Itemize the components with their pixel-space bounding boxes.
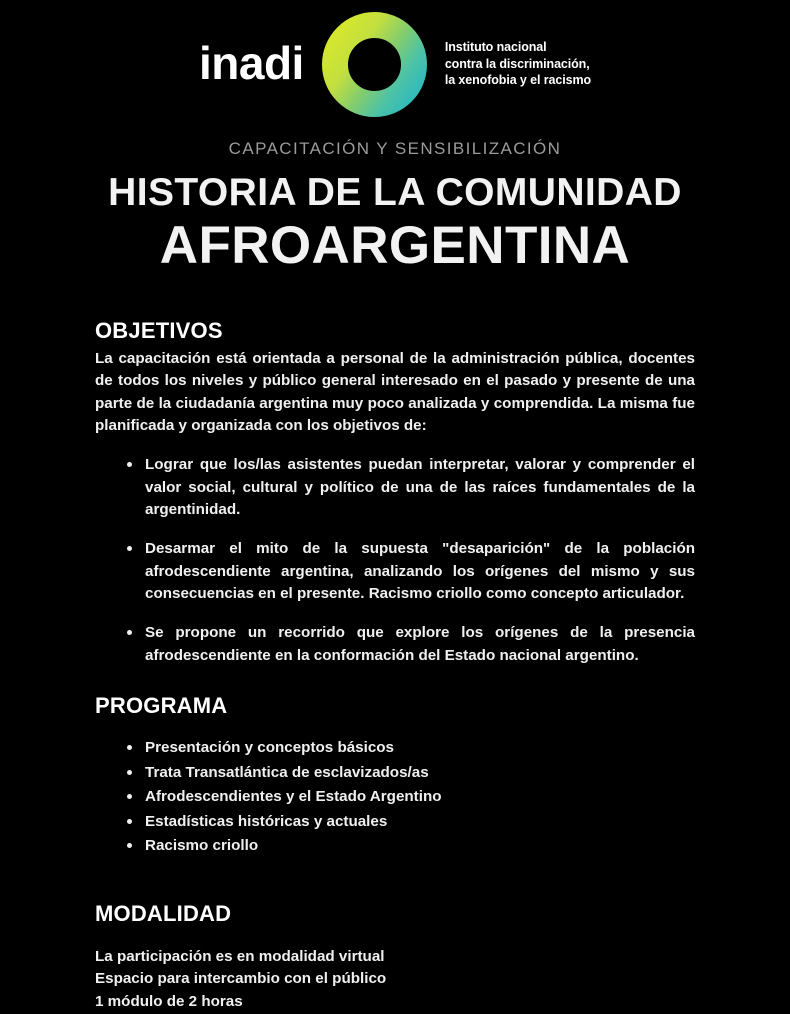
page-title-line-1: HISTORIA DE LA COMUNIDAD [108, 171, 682, 214]
logo-band [0, 0, 790, 112]
title-block [0, 140, 790, 274]
modalidad-line-1: La participación es en modalidad virtual [95, 947, 385, 965]
list-item: Afrodescendientes y el Estado Argentino [95, 786, 695, 808]
modalidad-text-block [95, 946, 695, 1014]
list-item: Desarmar el mito de la supuesta "desaparición" de la población afrodescendiente argentina, analizando los orígenes del mismo y sus consecuencias en el presente. Racismo criollo como concepto articulador. [95, 538, 695, 605]
page-title-line-2: AFROARGENTINA [159, 215, 631, 275]
inadi-ring-logo-icon [322, 12, 427, 117]
inadi-tagline [445, 39, 591, 90]
list-item: Estadísticas históricas y actuales [95, 811, 695, 833]
objetivos-list [95, 454, 695, 667]
tagline-line-2: contra la discriminación, [444, 56, 590, 71]
section-heading-programa: PROGRAMA [95, 693, 228, 719]
list-item: Trata Transatlántica de esclavizados/as [95, 762, 695, 784]
modalidad-line-3: 1 módulo de 2 horas [95, 993, 243, 1011]
section-heading-objetivos: OBJETIVOS [95, 317, 223, 343]
content-area [0, 318, 790, 1014]
section-heading-modalidad: MODALIDAD [95, 901, 232, 927]
programa-list [95, 737, 695, 857]
objetivos-intro-paragraph: La capacitación está orientada a personal de la administración pública, docentes de todos los niveles y público general interesado en el pasado y presente de una parte de la ciudadanía argentina muy poco analizada y comprendida. La misma fue planificada y organizada con los objetivos de: [95, 349, 695, 434]
list-item: Racismo criollo [95, 835, 695, 857]
list-item: Se propone un recorrido que explore los orígenes de la presencia afrodescendiente en la conformación del Estado nacional argentino. [95, 622, 695, 667]
tagline-line-3: la xenofobia y el racismo [444, 73, 591, 88]
inadi-wordmark: inadi [198, 37, 304, 89]
list-item: Lograr que los/las asistentes puedan interpretar, valorar y comprender el valor social, cultural y político de una de las raíces fundamentales de la argentinidad. [95, 454, 695, 521]
eyebrow-text: CAPACITACIÓN Y SENSIBILIZACIÓN [228, 139, 562, 158]
modalidad-line-2: Espacio para intercambio con el público [95, 970, 387, 988]
list-item: Presentación y conceptos básicos [95, 737, 695, 759]
tagline-line-1: Instituto nacional [444, 39, 547, 54]
